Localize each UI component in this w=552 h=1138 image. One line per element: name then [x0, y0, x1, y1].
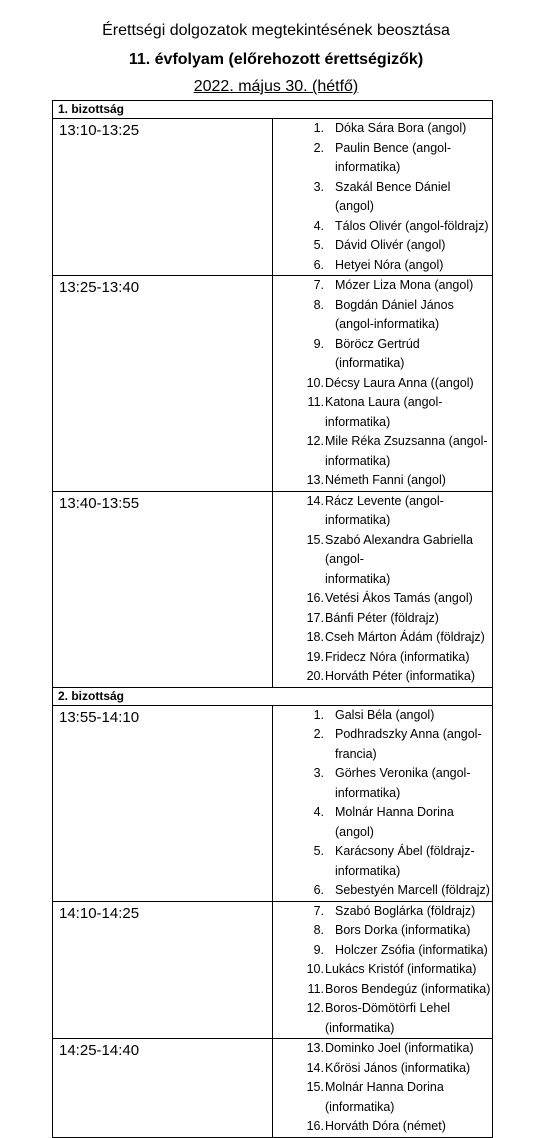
list-item [273, 296, 492, 335]
student-name: Szabó Alexandra Gabriella (angol- [325, 532, 474, 566]
list-item [273, 902, 492, 922]
list-item [273, 628, 492, 648]
committee-header-row [53, 687, 493, 705]
list-item-continuation [273, 570, 492, 590]
student-number: 8. [313, 923, 324, 937]
student-name: Görhes Veronika (angol-informatika) [335, 766, 471, 800]
list-item [273, 667, 492, 687]
student-number: 11. [307, 395, 324, 409]
student-name-continuation: informatika) [325, 571, 391, 586]
student-list [273, 119, 492, 275]
student-name: Szabó Boglárka (földrajz) [335, 903, 476, 918]
schedule-table [52, 100, 493, 1138]
student-name: Horváth Péter (informatika) [325, 669, 476, 683]
student-number: 14. [306, 1060, 324, 1075]
student-number: 13. [306, 1041, 324, 1055]
student-number: 18. [306, 630, 324, 644]
student-name: Podhradszky Anna (angol-francia) [335, 727, 482, 761]
student-number: 12. [306, 434, 324, 448]
student-name: Bogdán Dániel János (angol-informatika) [335, 297, 454, 331]
list-item [273, 374, 492, 394]
student-list [273, 276, 492, 491]
student-name: Karácsony Ábel (földrajz-informatika) [335, 844, 475, 878]
time-slot-row [53, 119, 493, 276]
student-list [273, 492, 492, 687]
list-item [273, 589, 492, 609]
student-name: Rácz Levente (angol-informatika) [325, 493, 444, 527]
student-list [273, 706, 492, 901]
list-item [273, 803, 492, 842]
time-slot-row [53, 901, 493, 1039]
student-number: 16. [306, 1119, 324, 1133]
student-list-cell [273, 119, 493, 276]
student-name: Hetyei Nóra (angol) [335, 257, 444, 272]
student-number: 7. [313, 278, 324, 292]
student-name: Tálos Olivér (angol-földrajz) [335, 218, 489, 233]
student-name: Böröcz Gertrúd (informatika) [335, 336, 420, 370]
student-list-cell [273, 491, 493, 687]
list-item [273, 393, 492, 432]
time-slot: 13:10-13:25 [53, 119, 273, 276]
time-slot-row [53, 491, 493, 687]
list-item [273, 178, 492, 217]
student-number: 8. [313, 297, 324, 312]
student-number: 9. [313, 336, 324, 351]
student-number: 6. [313, 883, 324, 897]
student-name: Szakál Bence Dániel (angol) [335, 179, 451, 213]
student-number: 2. [313, 727, 324, 741]
student-list [273, 1039, 492, 1137]
list-item [273, 921, 492, 941]
list-item [273, 725, 492, 764]
student-number: 15. [306, 1080, 324, 1094]
list-item [273, 1039, 492, 1059]
time-slot: 13:55-14:10 [53, 705, 273, 901]
committee-label: 1. bizottság [53, 101, 493, 119]
student-number: 11. [307, 981, 324, 996]
student-number: 3. [313, 766, 324, 780]
student-number: 16. [306, 591, 324, 605]
time-slot: 13:25-13:40 [53, 276, 273, 492]
list-item [273, 432, 492, 471]
student-number: 1. [313, 707, 324, 722]
time-slot-row [53, 705, 493, 901]
student-list-cell [273, 901, 493, 1039]
student-number: 5. [313, 844, 324, 858]
student-number: 10. [306, 375, 324, 390]
list-item [273, 980, 492, 1000]
list-item [273, 1078, 492, 1117]
list-item [273, 706, 492, 726]
student-name: Vetési Ákos Tamás (angol) [325, 591, 473, 605]
list-item [273, 999, 492, 1038]
list-item [273, 609, 492, 629]
list-item [273, 335, 492, 374]
student-name: Dávid Olivér (angol) [335, 238, 446, 252]
document-title: Érettségi dolgozatok megtekintésének beosztása [102, 22, 450, 39]
student-number: 12. [306, 1001, 324, 1015]
student-name: Galsi Béla (angol) [335, 707, 435, 722]
list-item [273, 492, 492, 531]
student-number: 20. [306, 669, 324, 683]
list-item [273, 119, 492, 139]
student-number: 13. [306, 473, 324, 487]
student-number: 5. [313, 238, 324, 252]
student-number: 14. [306, 493, 324, 508]
list-item [273, 960, 492, 980]
student-name: Fridecz Nóra (informatika) [325, 649, 470, 664]
student-name: Németh Fanni (angol) [325, 473, 446, 487]
student-name: Boros Bendegúz (informatika) [325, 981, 491, 996]
list-item [273, 256, 492, 276]
student-number: 4. [313, 218, 324, 233]
student-number: 3. [313, 179, 324, 194]
list-item [273, 471, 492, 491]
student-name: Sebestyén Marcell (földrajz) [335, 883, 490, 897]
student-name: Katona Laura (angol-informatika) [325, 395, 443, 429]
student-name: Molnár Hanna Dorina (informatika) [325, 1080, 444, 1114]
list-item [273, 236, 492, 256]
list-item [273, 881, 492, 901]
number-spacer [273, 570, 324, 590]
student-number: 7. [313, 903, 324, 918]
list-item [273, 764, 492, 803]
student-name: Dominko Joel (informatika) [325, 1041, 474, 1055]
student-name: Mózer Liza Mona (angol) [335, 278, 474, 292]
committee-label: 2. bizottság [53, 687, 493, 705]
student-name: Mile Réka Zsuzsanna (angol-informatika) [325, 434, 488, 468]
time-slot-row [53, 1039, 493, 1138]
committee-header-row [53, 101, 493, 119]
list-item [273, 531, 492, 570]
student-number: 6. [313, 257, 324, 272]
document-subtitle: 11. évfolyam (előrehozott érettségizők) [128, 51, 424, 68]
student-number: 2. [313, 140, 324, 155]
student-name: Paulin Bence (angol-informatika) [335, 140, 452, 174]
student-name: Bánfi Péter (földrajz) [325, 610, 439, 625]
student-number: 1. [313, 121, 324, 135]
student-name: Kőrösi János (informatika) [325, 1060, 471, 1075]
student-number: 17. [306, 610, 324, 625]
list-item [273, 139, 492, 178]
list-item [273, 217, 492, 237]
student-number: 10. [306, 962, 324, 976]
list-item [273, 1059, 492, 1079]
student-list-cell [273, 705, 493, 901]
list-item [273, 276, 492, 296]
student-name: Lukács Kristóf (informatika) [325, 962, 477, 976]
list-item [273, 1117, 492, 1137]
time-slot: 14:10-14:25 [53, 901, 273, 1039]
list-item [273, 842, 492, 881]
student-number: 4. [313, 805, 324, 819]
student-list-cell [273, 1039, 493, 1138]
student-name: Boros-Dömötörfi Lehel (informatika) [325, 1001, 451, 1035]
student-name: Bors Dorka (informatika) [335, 923, 471, 937]
student-number: 9. [313, 942, 324, 957]
student-list-cell [273, 276, 493, 492]
student-number: 19. [306, 649, 324, 664]
time-slot: 14:25-14:40 [53, 1039, 273, 1138]
document-date: 2022. május 30. (hétfő) [193, 78, 359, 95]
list-item [273, 941, 492, 961]
student-name: Horváth Dóra (német) [325, 1119, 446, 1133]
student-number: 15. [306, 532, 324, 547]
student-name: Dóka Sára Bora (angol) [335, 121, 467, 135]
list-item [273, 648, 492, 668]
student-name: Décsy Laura Anna ((angol) [325, 375, 474, 390]
time-slot: 13:40-13:55 [53, 491, 273, 687]
student-name: Molnár Hanna Dorina (angol) [335, 805, 454, 839]
student-list [273, 902, 492, 1039]
student-name: Holczer Zsófia (informatika) [335, 942, 488, 957]
student-name: Cseh Márton Ádám (földrajz) [325, 630, 485, 644]
time-slot-row [53, 276, 493, 492]
